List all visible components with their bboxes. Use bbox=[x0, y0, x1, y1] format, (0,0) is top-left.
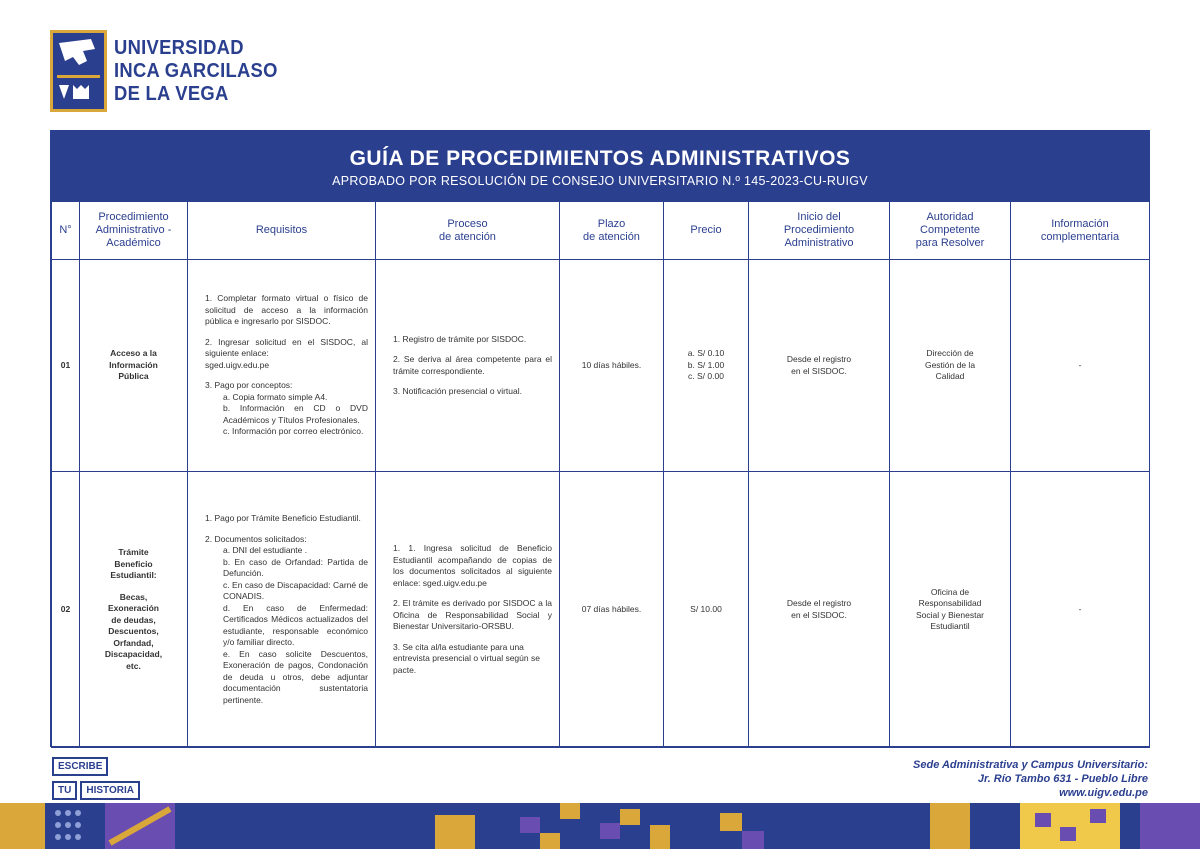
procedure-line: Orfandad, bbox=[113, 637, 154, 648]
procedure-line: Estudiantil: bbox=[110, 570, 157, 580]
procedure-line: Discapacidad, bbox=[104, 649, 163, 659]
header-info bbox=[1011, 202, 1150, 260]
requirement-item: 1. Completar formato virtual o físico de solicitud de acceso a la información pública e ingresarlo por SISDOC. bbox=[205, 293, 368, 327]
info-cell: - bbox=[1011, 260, 1150, 472]
header-process bbox=[376, 202, 560, 260]
procedures-guide bbox=[50, 130, 1150, 747]
header-term bbox=[560, 202, 664, 260]
header-procedure bbox=[80, 202, 188, 260]
header-process-line: de atención bbox=[439, 230, 496, 243]
requirement-item: 1. Pago por Trámite Beneficio Estudiantil. bbox=[205, 513, 361, 523]
header-start-line: Inicio del bbox=[797, 211, 841, 223]
procedures-table bbox=[51, 201, 1150, 748]
procedure-line: Acceso a la bbox=[110, 348, 157, 359]
brand-word: TU bbox=[52, 781, 77, 800]
procedure-line: Información bbox=[109, 359, 158, 370]
university-logo bbox=[50, 30, 292, 112]
address-block bbox=[913, 758, 1148, 800]
authority-line: Calidad bbox=[935, 371, 965, 382]
requirement-text: 3. Pago por conceptos: bbox=[205, 380, 293, 391]
row-number: 02 bbox=[52, 472, 80, 748]
requirement-subitem: b. Información en CD o DVD Académicos y Títulos Profesionales. bbox=[223, 403, 368, 425]
table-row bbox=[52, 472, 1150, 748]
row-number: 01 bbox=[52, 260, 80, 472]
header-authority-line: para Resolver bbox=[915, 237, 985, 249]
price-cell bbox=[664, 260, 749, 472]
procedure-line: etc. bbox=[126, 660, 141, 671]
start-line: en el SISDOC. bbox=[791, 609, 847, 620]
process-cell bbox=[376, 260, 560, 472]
process-step: 2. Se deriva al área competente para el trámite correspondiente. bbox=[393, 354, 552, 376]
term-cell: 10 días hábiles. bbox=[560, 260, 664, 472]
procedure-line: Becas, bbox=[119, 591, 148, 602]
header-procedure-line: Académico bbox=[106, 237, 161, 249]
price-item: a. S/ 0.10 bbox=[687, 348, 725, 359]
requirement-subitem: c. En caso de Discapacidad: Carné de CONADIS. bbox=[223, 579, 368, 601]
requirement-item bbox=[195, 534, 368, 707]
procedure-line: Beneficio bbox=[114, 558, 153, 569]
requirements-cell bbox=[188, 260, 376, 472]
authority-cell bbox=[890, 260, 1011, 472]
requirement-subitem: b. En caso de Orfandad: Partida de Defunción. bbox=[223, 556, 368, 578]
header-term-line: Plazo bbox=[597, 217, 626, 230]
decorative-footer-strip bbox=[0, 803, 1200, 849]
process-step: 1. 1. Ingresa solicitud de Beneficio Estudiantil acompañando de copias de los documentos solicitados al siguiente enlace: sged.uigv.edu.pe bbox=[393, 543, 552, 588]
requirement-subitem: e. En caso solicite Descuentos, Exoneración de pagos, Condonación de deuda u otros, debe adjuntar documentación sustentatoria pertinente. bbox=[223, 648, 368, 705]
header-authority-line: Competente bbox=[920, 224, 980, 236]
procedure-name bbox=[80, 260, 188, 472]
process-step: 3. Notificación presencial o virtual. bbox=[393, 386, 522, 396]
requirement-subitem: a. Copia formato simple A4. bbox=[223, 391, 328, 402]
header-term-line: de atención bbox=[583, 230, 640, 243]
authority-line: Social y Bienestar bbox=[915, 609, 985, 620]
info-cell: - bbox=[1011, 472, 1150, 748]
process-step: 1. Registro de trámite por SISDOC. bbox=[393, 333, 527, 344]
guide-banner bbox=[51, 131, 1149, 201]
start-cell bbox=[749, 260, 890, 472]
header-authority-line: Autoridad bbox=[926, 211, 974, 223]
guide-subtitle: APROBADO POR RESOLUCIÓN DE CONSEJO UNIVERSITARIO N.º 145-2023-CU-RUIGV bbox=[332, 174, 868, 188]
logo-line-3: DE LA VEGA bbox=[114, 82, 229, 105]
header-procedure-line: Procedimiento bbox=[98, 211, 169, 223]
requirement-subitem: a. DNI del estudiante . bbox=[223, 545, 308, 555]
requirement-text: 2. Documentos solicitados: bbox=[205, 533, 307, 544]
sisdoc-link[interactable]: sged.uigv.edu.pe bbox=[205, 359, 270, 370]
price-item: b. S/ 1.00 bbox=[687, 359, 725, 370]
escribe-tu-historia-logo bbox=[52, 756, 140, 800]
requirement-subitem: c. Información por correo electrónico. bbox=[223, 426, 364, 437]
requirement-item bbox=[195, 380, 368, 438]
requirement-subitem: d. En caso de Enfermedad: Certificados Médicos actualizados del estudiante, responsable económico y/o familiar directo. bbox=[223, 602, 368, 647]
table-row bbox=[52, 260, 1150, 472]
start-line: Desde el registro bbox=[786, 598, 852, 608]
procedure-line: Trámite bbox=[118, 547, 149, 557]
decorative-pattern-icon bbox=[0, 803, 1200, 849]
header-authority bbox=[890, 202, 1011, 260]
website-link[interactable]: www.uigv.edu.pe bbox=[1059, 787, 1148, 799]
brand-word: ESCRIBE bbox=[52, 757, 108, 776]
logo-line-2: INCA GARCILASO bbox=[114, 59, 278, 82]
university-name bbox=[114, 37, 278, 106]
header-process-line: Proceso bbox=[447, 217, 488, 230]
header-start bbox=[749, 202, 890, 260]
logo-line-1: UNIVERSIDAD bbox=[114, 36, 244, 59]
header-num: N° bbox=[52, 202, 80, 260]
shield-emblem-icon bbox=[50, 30, 107, 112]
process-cell bbox=[376, 472, 560, 748]
header-price: Precio bbox=[664, 202, 749, 260]
header-procedure-line: Administrativo - bbox=[95, 224, 172, 236]
process-step: 2. El trámite es derivado por SISDOC a la Oficina de Responsabilidad Social y Bienestar Universitario-ORSBU. bbox=[393, 598, 552, 631]
process-step: 3. Se cita al/la estudiante para una entrevista presencial o virtual según se pacte. bbox=[393, 641, 540, 675]
guide-title: GUÍA DE PROCEDIMIENTOS ADMINISTRATIVOS bbox=[349, 147, 851, 170]
brand-word: HISTORIA bbox=[80, 781, 140, 800]
authority-line: Estudiantil bbox=[930, 621, 970, 631]
authority-line: Gestión de la bbox=[924, 359, 976, 370]
requirement-item bbox=[195, 337, 368, 372]
procedure-line: Exoneración bbox=[107, 603, 160, 613]
table-header-row bbox=[52, 202, 1150, 260]
header-start-line: Administrativo bbox=[784, 237, 854, 249]
address-line: Sede Administrativa y Campus Universitario: bbox=[913, 759, 1148, 771]
procedure-name bbox=[80, 472, 188, 748]
header-requirements: Requisitos bbox=[188, 202, 376, 260]
authority-line: Oficina de bbox=[930, 586, 970, 597]
start-line: en el SISDOC. bbox=[791, 365, 847, 376]
address-line: Jr. Río Tambo 631 - Pueblo Libre bbox=[977, 773, 1148, 785]
requirements-cell bbox=[188, 472, 376, 748]
authority-line: Responsabilidad bbox=[918, 598, 982, 608]
requirement-text: 2. Ingresar solicitud en el SISDOC, al siguiente enlace: bbox=[205, 336, 368, 359]
price-item: c. S/ 0.00 bbox=[688, 371, 724, 382]
start-cell bbox=[749, 472, 890, 748]
header-info-line: Información bbox=[1051, 217, 1109, 230]
authority-line: Dirección de bbox=[926, 348, 974, 359]
price-cell: S/ 10.00 bbox=[664, 472, 749, 748]
header-info-line: complementaria bbox=[1040, 230, 1120, 243]
start-line: Desde el registro bbox=[786, 354, 852, 364]
procedure-line: Descuentos, bbox=[108, 626, 159, 636]
procedure-line: de deudas, bbox=[111, 614, 156, 625]
authority-cell bbox=[890, 472, 1011, 748]
term-cell: 07 días hábiles. bbox=[560, 472, 664, 748]
procedure-line: Pública bbox=[118, 371, 149, 382]
header-start-line: Procedimiento bbox=[783, 224, 855, 236]
